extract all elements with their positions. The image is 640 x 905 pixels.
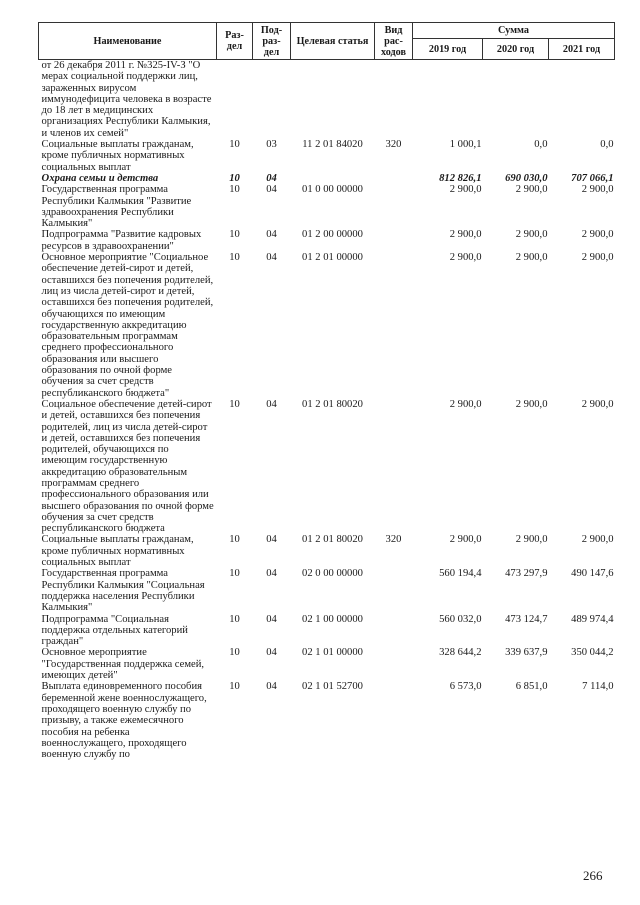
cell-razdel: 10 xyxy=(229,613,240,625)
cell-target xyxy=(291,60,375,140)
cell-name: Социальные выплаты гражданам, кроме публичных нормативных социальных выплат xyxy=(41,139,194,173)
cell-podrazdel: 04 xyxy=(266,681,277,693)
cell-2020: 2 900,0 xyxy=(515,398,548,410)
cell-razdel: 10 xyxy=(229,172,240,184)
table-header xyxy=(39,23,615,60)
cell-2019: 560 032,0 xyxy=(439,613,482,625)
cell-2021: 707 066,1 xyxy=(571,172,614,184)
cell-2019: 1 000,1 xyxy=(449,139,482,151)
cell-2019: 560 194,4 xyxy=(439,568,482,580)
cell-2019: 328 644,2 xyxy=(439,647,482,659)
cell-vid xyxy=(375,184,413,229)
cell-razdel: 10 xyxy=(229,398,240,410)
cell-podrazdel: 03 xyxy=(266,139,277,151)
table-row xyxy=(39,139,615,173)
cell-2019: 2 900,0 xyxy=(449,229,482,241)
table-row xyxy=(39,252,615,399)
cell-razdel: 10 xyxy=(229,139,240,151)
header-sum: Сумма xyxy=(413,23,615,39)
table-row xyxy=(39,568,615,613)
cell-2019: 2 900,0 xyxy=(449,184,482,196)
cell-2020: 339 637,9 xyxy=(505,647,548,659)
cell-podrazdel: 04 xyxy=(266,229,277,241)
cell-name: Основное мероприятие "Государственная поддержка семей, имеющих детей" xyxy=(41,647,205,682)
cell-2021 xyxy=(549,60,615,140)
cell-razdel: 10 xyxy=(229,252,240,264)
table-row xyxy=(39,184,615,229)
header-year-2020: 2020 год xyxy=(483,39,549,60)
table-row xyxy=(39,534,615,568)
cell-target: 02 0 00 00000 xyxy=(302,568,363,580)
cell-vid xyxy=(375,647,413,681)
cell-target: 01 2 00 00000 xyxy=(302,229,363,241)
cell-name: от 26 декабря 2011 г. №325-IV-З "О мерах социальной поддержки лиц, зараженных вирусом иммунодефицита человека в возрасте до 18 лет в медицинских организациях Республики Калмыкия, и членов их семей" xyxy=(41,60,212,139)
cell-podrazdel xyxy=(253,60,291,140)
cell-vid xyxy=(375,229,413,252)
cell-podrazdel: 04 xyxy=(266,172,277,184)
cell-2020: 6 851,0 xyxy=(515,681,548,693)
cell-name: Государственная программа Республики Калмыкия "Социальная поддержка населения Республики Калмыкия" xyxy=(41,568,205,614)
cell-2020: 690 030,0 xyxy=(505,172,548,184)
cell-2019: 812 826,1 xyxy=(439,172,482,184)
cell-2020: 2 900,0 xyxy=(515,534,548,546)
cell-podrazdel: 04 xyxy=(266,613,277,625)
cell-2020: 2 900,0 xyxy=(515,229,548,241)
cell-2021: 2 900,0 xyxy=(581,229,614,241)
cell-2021: 2 900,0 xyxy=(581,534,614,546)
cell-2021: 2 900,0 xyxy=(581,184,614,196)
cell-podrazdel: 04 xyxy=(266,252,277,264)
header-target: Целевая статья xyxy=(291,23,375,60)
budget-table xyxy=(38,22,615,760)
cell-2019 xyxy=(413,60,483,140)
table-row xyxy=(39,614,615,648)
cell-name: Социальное обеспечение детей-сирот и детей, оставшихся без попечения родителей, лиц из числа детей-сирот и детей, оставшихся без попечения родителей, обучающихся по имеющим государственную аккредитацию образовательным программам среднего профессионального образования или высшего образования по очной форме обучения за счет средств республиканского бюджета xyxy=(41,398,214,535)
cell-podrazdel: 04 xyxy=(266,184,277,196)
cell-2020: 0,0 xyxy=(534,139,548,151)
header-vid: Вид рас- ходов xyxy=(375,23,413,60)
header-podrazdel: Под- раз- дел xyxy=(253,23,291,60)
cell-razdel: 10 xyxy=(229,184,240,196)
cell-2021: 7 114,0 xyxy=(582,681,614,693)
cell-vid xyxy=(375,60,413,140)
cell-2019: 6 573,0 xyxy=(449,681,482,693)
cell-2021: 350 044,2 xyxy=(571,647,614,659)
header-name: Наименование xyxy=(39,23,217,60)
table-row xyxy=(39,229,615,252)
cell-vid xyxy=(375,614,413,648)
cell-2020: 2 900,0 xyxy=(515,252,548,264)
cell-razdel: 10 xyxy=(229,681,240,693)
table-row xyxy=(39,681,615,760)
cell-2019: 2 900,0 xyxy=(449,252,482,264)
cell-2021: 2 900,0 xyxy=(581,252,614,264)
cell-2020: 2 900,0 xyxy=(515,184,548,196)
cell-vid xyxy=(375,681,413,760)
cell-2021: 2 900,0 xyxy=(581,398,614,410)
header-razdel: Раз- дел xyxy=(217,23,253,60)
cell-name: Государственная программа Республики Калмыкия "Развитие здравоохранения Республики Калмыкия" xyxy=(41,184,192,230)
cell-name: Социальные выплаты гражданам, кроме публичных нормативных социальных выплат xyxy=(41,534,194,569)
cell-2020: 473 297,9 xyxy=(505,568,548,580)
cell-2021: 490 147,6 xyxy=(571,568,614,580)
header-year-2021: 2021 год xyxy=(549,39,615,60)
cell-vid xyxy=(375,568,413,613)
cell-2020 xyxy=(483,60,549,140)
cell-name: Охрана семьи и детства xyxy=(41,172,159,184)
cell-target: 11 2 01 84020 xyxy=(302,139,363,151)
cell-target: 01 2 01 80020 xyxy=(302,398,363,410)
table-row xyxy=(39,647,615,681)
cell-name: Подпрограмма "Социальная поддержка отдельных категорий граждан" xyxy=(41,613,188,648)
cell-target: 01 2 01 80020 xyxy=(302,534,363,546)
cell-2021: 489 974,4 xyxy=(571,613,614,625)
cell-podrazdel: 04 xyxy=(266,398,277,410)
cell-2021: 0,0 xyxy=(600,139,614,151)
cell-2020: 473 124,7 xyxy=(505,613,548,625)
cell-name: Подпрограмма "Развитие кадровых ресурсов в здравоохранении" xyxy=(41,229,202,252)
table-body xyxy=(39,60,615,761)
table-row xyxy=(39,60,615,140)
cell-vid xyxy=(375,399,413,535)
cell-razdel: 10 xyxy=(229,647,240,659)
cell-target: 02 1 00 00000 xyxy=(302,613,363,625)
cell-vid: 320 xyxy=(385,139,402,151)
cell-target: 01 2 01 00000 xyxy=(302,252,363,264)
cell-target xyxy=(291,173,375,184)
cell-2019: 2 900,0 xyxy=(449,534,482,546)
table-row xyxy=(39,173,615,184)
cell-2019: 2 900,0 xyxy=(449,398,482,410)
cell-podrazdel: 04 xyxy=(266,647,277,659)
page-number: 266 xyxy=(583,868,603,883)
cell-vid: 320 xyxy=(385,534,402,546)
header-year-2019: 2019 год xyxy=(413,39,483,60)
table-row xyxy=(39,399,615,535)
cell-razdel xyxy=(217,60,253,140)
cell-vid xyxy=(375,252,413,399)
cell-razdel: 10 xyxy=(229,229,240,241)
cell-podrazdel: 04 xyxy=(266,568,277,580)
cell-name: Выплата единовременного пособия беременной жене военнослужащего, проходящего военную службу по призыву, а также ежемесячного пособия на ребенка военнослужащего, проходящего военную службу по xyxy=(41,681,207,761)
cell-podrazdel: 04 xyxy=(266,534,277,546)
cell-razdel: 10 xyxy=(229,534,240,546)
cell-target: 01 0 00 00000 xyxy=(302,184,363,196)
cell-name: Основное мероприятие "Социальное обеспечение детей-сирот и детей, оставшихся без попечения родителей, лиц из числа детей-сирот и детей, оставшихся без попечения родителей, обучающихся по имеющим государственную аккредитацию образовательным программам среднего профессионального образования или высшего образования по очной форме обучения за счет средств республиканского бюджета" xyxy=(41,252,214,399)
cell-target: 02 1 01 00000 xyxy=(302,647,363,659)
cell-target: 02 1 01 52700 xyxy=(302,681,363,693)
cell-vid xyxy=(375,173,413,184)
cell-razdel: 10 xyxy=(229,568,240,580)
